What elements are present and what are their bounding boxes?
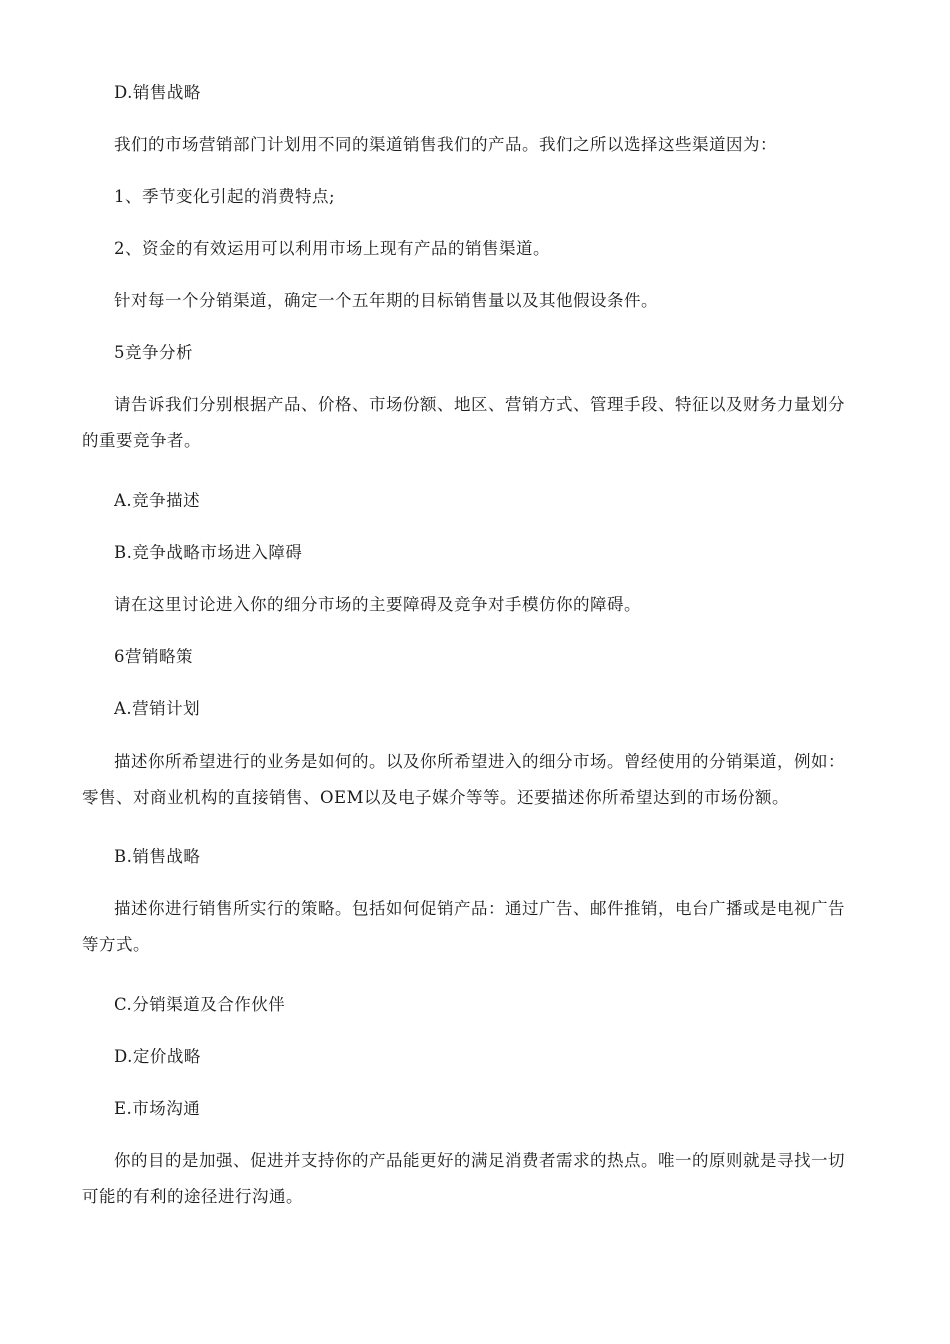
paragraph-sales-strategy: 描述你进行销售所实行的策略。包括如何促销产品：通过广告、邮件推销，电台广播或是电视广告等方式。 [82,899,845,954]
paragraph-communication: 你的目的是加强、促进并支持你的产品能更好的满足消费者需求的热点。唯一的原则就是寻找一切可能的有利的途径进行沟通。 [82,1151,845,1206]
paragraph-channel-targets: 针对每一个分销渠道，确定一个五年期的目标销售量以及其他假设条件。 [114,291,658,310]
heading-b-competition-strategy: B.竞争战略市场进入障碍 [114,543,303,562]
heading-a-competition-description: A.竞争描述 [114,491,201,510]
section-heading-6-marketing: 6营销略策 [114,647,193,666]
heading-a-marketing-plan: A.营销计划 [114,699,201,718]
heading-d-sales-strategy: D.销售战略 [114,83,201,102]
paragraph-channels-intro: 我们的市场营销部门计划用不同的渠道销售我们的产品。我们之所以选择这些渠道因为： [114,135,777,154]
section-heading-5-competition: 5竞争分析 [114,343,193,362]
list-item-1: 1、季节变化引起的消费特点; [114,187,336,206]
list-item-2: 2、资金的有效运用可以利用市场上现有产品的销售渠道。 [114,239,550,258]
heading-c-distribution: C.分销渠道及合作伙伴 [114,995,286,1014]
paragraph-marketing-plan: 描述你所希望进行的业务是如何的。以及你所希望进入的细分市场。曾经使用的分销渠道，例如：零售、对商业机构的直接销售、OEM以及电子媒介等等。还要描述你所希望达到的市场份额。 [82,752,845,807]
heading-b-sales-strategy: B.销售战略 [114,847,201,866]
heading-e-communication: E.市场沟通 [114,1099,201,1118]
heading-d-pricing: D.定价战略 [114,1047,201,1066]
paragraph-competitors: 请告诉我们分别根据产品、价格、市场份额、地区、营销方式、管理手段、特征以及财务力量划分的重要竞争者。 [82,395,845,450]
paragraph-entry-barriers: 请在这里讨论进入你的细分市场的主要障碍及竞争对手模仿你的障碍。 [114,595,641,614]
